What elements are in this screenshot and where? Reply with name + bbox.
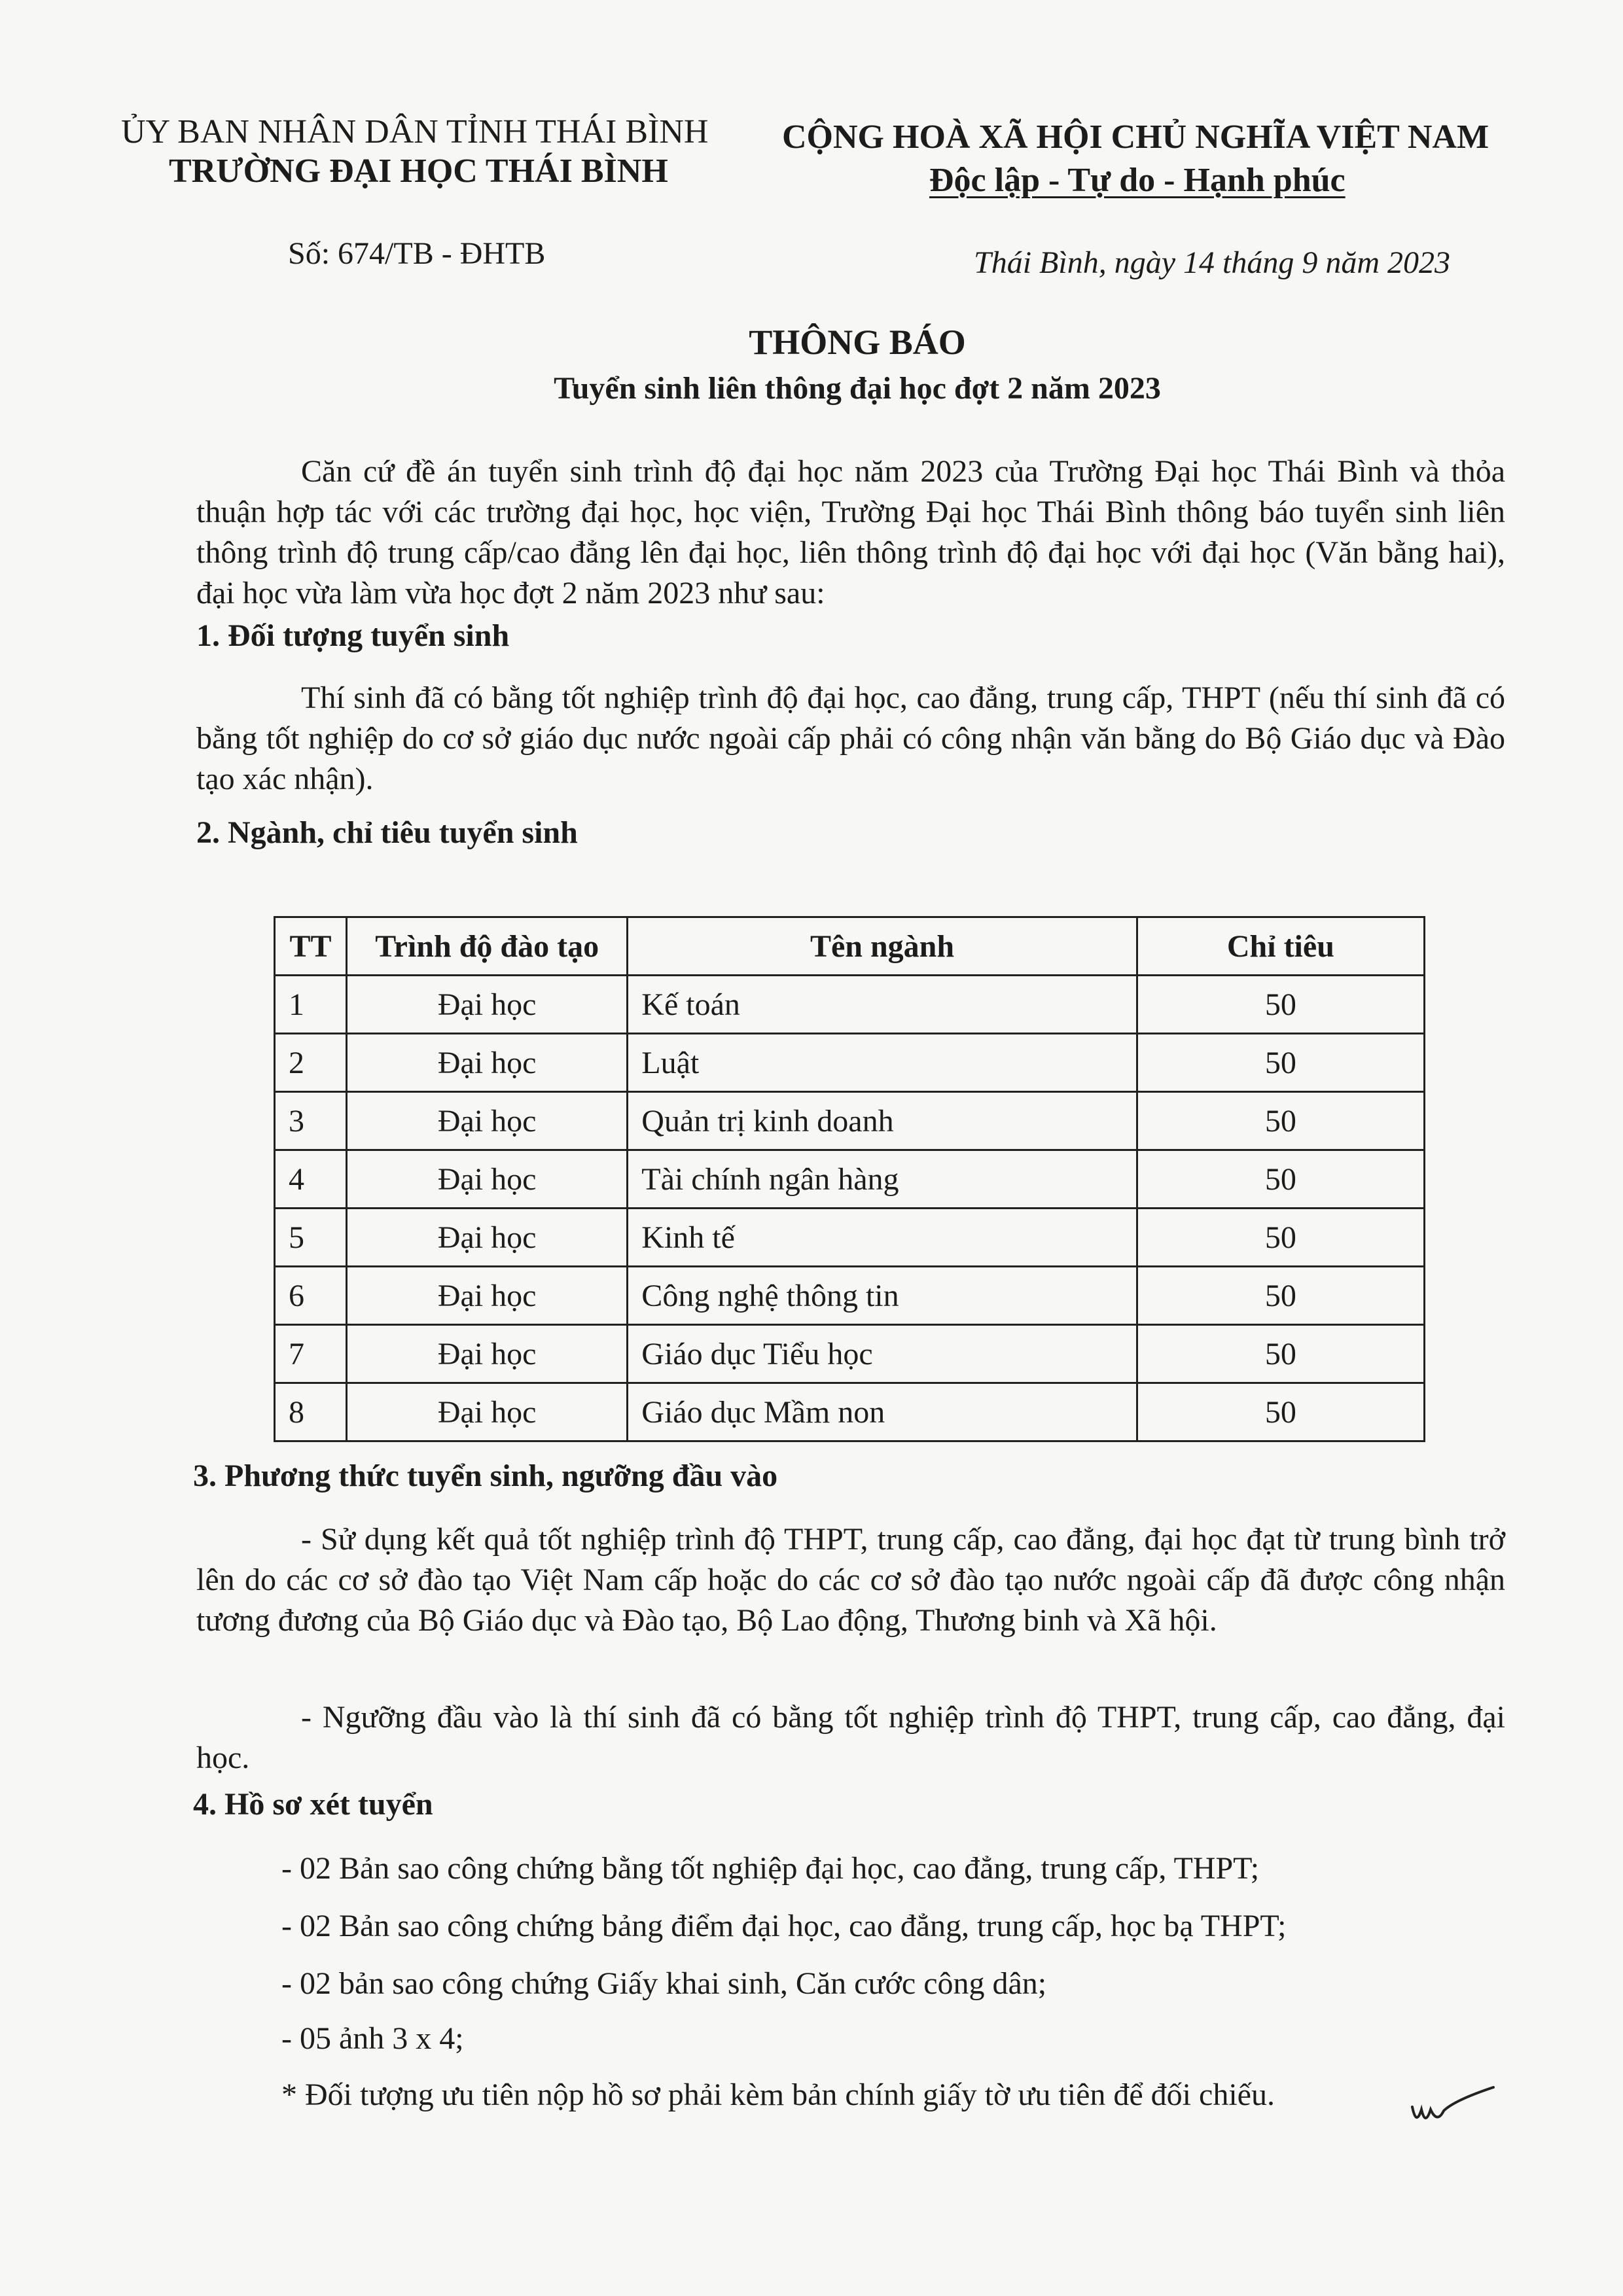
row-tt: 8	[275, 1383, 347, 1441]
document-date: Thái Bình, ngày 14 tháng 9 năm 2023	[974, 245, 1450, 280]
row-quota: 50	[1137, 1267, 1424, 1325]
row-quota: 50	[1137, 1034, 1424, 1092]
row-tt: 6	[275, 1267, 347, 1325]
row-level: Đại học	[346, 976, 627, 1034]
section4-item1: - 02 Bản sao công chứng bằng tốt nghiệp đại học, cao đẳng, trung cấp, THPT;	[281, 1851, 1260, 1886]
section4-item4: - 05 ảnh 3 x 4;	[281, 2021, 464, 2056]
row-major: Kế toán	[628, 976, 1137, 1034]
row-major: Tài chính ngân hàng	[628, 1150, 1137, 1209]
row-major: Công nghệ thông tin	[628, 1267, 1137, 1325]
col-header-major: Tên ngành	[628, 917, 1137, 976]
table-header-row	[275, 917, 1425, 976]
row-tt: 7	[275, 1325, 347, 1383]
row-quota: 50	[1137, 976, 1424, 1034]
initials-signature	[1407, 2081, 1499, 2133]
section4-item2: - 02 Bản sao công chứng bảng điểm đại học, cao đẳng, trung cấp, học bạ THPT;	[281, 1909, 1287, 1943]
row-level: Đại học	[346, 1150, 627, 1209]
section4-note: * Đối tượng ưu tiên nộp hồ sơ phải kèm bản chính giấy tờ ưu tiên để đối chiếu.	[281, 2077, 1275, 2112]
col-header-level: Trình độ đào tạo	[346, 917, 627, 976]
row-level: Đại học	[346, 1383, 627, 1441]
row-tt: 4	[275, 1150, 347, 1209]
row-level: Đại học	[346, 1092, 627, 1150]
page-title: THÔNG BÁO	[749, 323, 966, 362]
row-tt: 1	[275, 976, 347, 1034]
table-row	[275, 1034, 1425, 1092]
row-quota: 50	[1137, 1092, 1424, 1150]
page-subtitle: Tuyển sinh liên thông đại học đợt 2 năm 2023	[554, 371, 1161, 406]
row-major: Luật	[628, 1034, 1137, 1092]
section4-heading: 4. Hồ sơ xét tuyển	[193, 1787, 433, 1822]
document-number: Số: 674/TB - ĐHTB	[288, 236, 546, 271]
table-row	[275, 1325, 1425, 1383]
section4-item3: - 02 bản sao công chứng Giấy khai sinh, Căn cước công dân;	[281, 1966, 1047, 2001]
table-row	[275, 1209, 1425, 1267]
row-level: Đại học	[346, 1034, 627, 1092]
row-major: Quản trị kinh doanh	[628, 1092, 1137, 1150]
row-level: Đại học	[346, 1209, 627, 1267]
col-header-quota: Chỉ tiêu	[1137, 917, 1424, 976]
header-school: TRƯỜNG ĐẠI HỌC THÁI BÌNH	[169, 152, 668, 190]
section2-heading: 2. Ngành, chỉ tiêu tuyển sinh	[196, 815, 578, 850]
section3-heading: 3. Phương thức tuyển sinh, ngưỡng đầu vào	[193, 1458, 778, 1493]
row-quota: 50	[1137, 1325, 1424, 1383]
section1-text: Thí sinh đã có bằng tốt nghiệp trình độ đại học, cao đẳng, trung cấp, THPT (nếu thí sinh đã có bằng tốt nghiệp do cơ sở giáo dục nước ngoài cấp phải có công nhận văn bằng do Bộ Giáo dục và Đào tạo xác nhận).	[196, 680, 1505, 796]
table-row	[275, 1267, 1425, 1325]
row-level: Đại học	[346, 1267, 627, 1325]
table-row	[275, 976, 1425, 1034]
row-tt: 2	[275, 1034, 347, 1092]
header-nation: CỘNG HOÀ XÃ HỘI CHỦ NGHĨA VIỆT NAM	[782, 118, 1489, 156]
row-quota: 50	[1137, 1383, 1424, 1441]
intro-paragraph: Căn cứ đề án tuyển sinh trình độ đại học năm 2023 của Trường Đại học Thái Bình và thỏa thuận hợp tác với các trường đại học, học viện, Trường Đại học Thái Bình thông báo tuyển sinh liên thông trình độ trung cấp/cao đẳng lên đại học, liên thông trình độ đại học với đại học (Văn bằng hai), đại học vừa làm vừa học đợt 2 năm 2023 như sau:	[196, 454, 1505, 610]
row-level: Đại học	[346, 1325, 627, 1383]
row-major: Giáo dục Tiểu học	[628, 1325, 1137, 1383]
quota-table	[274, 916, 1425, 1442]
table-row	[275, 1092, 1425, 1150]
header-authority: ỦY BAN NHÂN DÂN TỈNH THÁI BÌNH	[121, 113, 709, 150]
row-quota: 50	[1137, 1150, 1424, 1209]
row-major: Giáo dục Mầm non	[628, 1383, 1137, 1441]
row-major: Kinh tế	[628, 1209, 1137, 1267]
header-motto: Độc lập - Tự do - Hạnh phúc	[929, 162, 1346, 199]
section3-paragraph2: - Ngưỡng đầu vào là thí sinh đã có bằng tốt nghiệp trình độ THPT, trung cấp, cao đẳng, đại học.	[196, 1700, 1505, 1775]
row-tt: 5	[275, 1209, 347, 1267]
table-row	[275, 1150, 1425, 1209]
table-row	[275, 1383, 1425, 1441]
section3-paragraph1: - Sử dụng kết quả tốt nghiệp trình độ THPT, trung cấp, cao đẳng, đại học đạt từ trung bình trở lên do các cơ sở đào tạo Việt Nam cấp hoặc do các cơ sở đào tạo nước ngoài cấp đã được công nhận tương đương của Bộ Giáo dục và Đào tạo, Bộ Lao động, Thương binh và Xã hội.	[196, 1522, 1505, 1638]
row-tt: 3	[275, 1092, 347, 1150]
col-header-tt: TT	[275, 917, 347, 976]
row-quota: 50	[1137, 1209, 1424, 1267]
section1-heading: 1. Đối tượng tuyển sinh	[196, 618, 510, 653]
